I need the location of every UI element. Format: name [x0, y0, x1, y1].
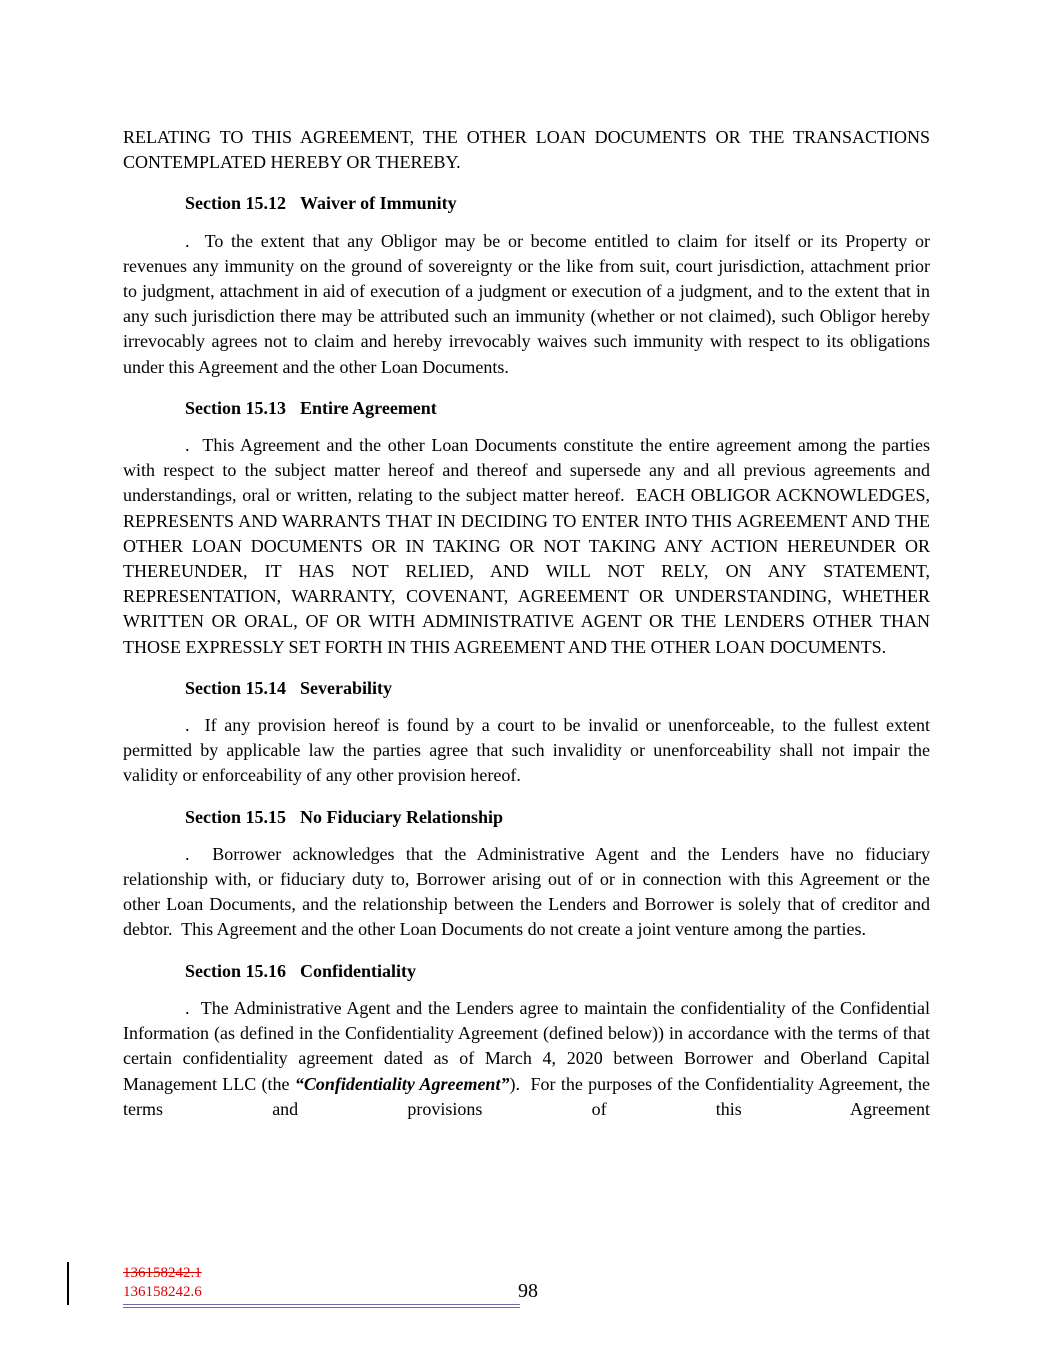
continuation-paragraph: RELATING TO THIS AGREEMENT, THE OTHER LOAN DOCUMENTS OR THE TRANSACTIONS CONTEMPLATED HEREBY OR THEREBY.: [123, 127, 930, 173]
section-body-15-15: . Borrower acknowledges that the Administrative Agent and the Lenders have no fiduciary relationship with, or fiduciary duty to, Borrower arising out of or in connection with this Agreement or the other Loan Documents, and the relationship between the Lenders and Borrower is solely that of creditor and debtor. This Agreement and the other Loan Documents do not create a joint venture among the parties.: [123, 843, 930, 940]
section-title: Confidentiality: [300, 960, 417, 981]
section-title: No Fiduciary Relationship: [300, 806, 504, 827]
deleted-document-id: 136158242.1: [123, 1265, 202, 1281]
section-body-15-12: . To the extent that any Obligor may be or become entitled to claim for itself or its Property or revenues any immunity on the ground of sovereignty or the like from suit, court jurisdiction, attachment prior to judgment, attachment in aid of execution of a judgment or execution of a judgment, and to the extent that in any such jurisdiction there may be attributed such an immunity (whether or not claimed), such Obligor hereby irrevocably agrees not to claim and hereby irrevocably waives such immunity with respect to its obligations under this Agreement and the other Loan Documents.: [123, 230, 930, 377]
section-heading-15-16: [123, 959, 930, 984]
document-body: [123, 125, 930, 1134]
section-body-15-14: . If any provision hereof is found by a court to be invalid or unenforceable, to the fullest extent permitted by applicable law the parties agree that such invalidity or unenforceability shall not impair the validity or enforceability of any other provision hereof.: [123, 715, 930, 786]
page-number: 98: [518, 1280, 538, 1302]
section-title: Waiver of Immunity: [300, 193, 457, 214]
section-number: Section 15.16: [185, 960, 286, 981]
revision-change-bar: [67, 1262, 69, 1305]
section-number: Section 15.12: [185, 193, 286, 214]
section-heading-15-14: [123, 676, 930, 701]
section-title: Entire Agreement: [300, 397, 437, 418]
section-heading-15-15: [123, 805, 930, 830]
section-body-15-16: [123, 996, 930, 1122]
body-text-after: ). For the purposes of the Confidentiality Agreement, the terms and provisions of this Agreement: [123, 1073, 930, 1119]
inserted-document-id-row: [123, 1283, 520, 1308]
section-heading-15-12: [123, 191, 930, 216]
section-number: Section 15.13: [185, 397, 286, 418]
section-body-15-13: . This Agreement and the other Loan Documents constitute the entire agreement among the parties with respect to the subject matter hereof and thereof and supersede any and all previous agreements and understandings, oral or written, relating to the subject matter hereof. EACH OBLIGOR ACKNOWLEDGES, REPRESENTS AND WARRANTS THAT IN DECIDING TO ENTER INTO THIS AGREEMENT AND THE OTHER LOAN DOCUMENTS OR IN TAKING OR NOT TAKING ANY ACTION HEREUNDER OR THEREUNDER, IT HAS NOT RELIED, AND WILL NOT RELY, ON ANY STATEMENT, REPRESENTATION, WARRANTY, COVENANT, AGREEMENT OR UNDERSTANDING, WHETHER WRITTEN OR ORAL, OF OR WITH ADMINISTRATIVE AGENT OR THE LENDERS OTHER THAN THOSE EXPRESSLY SET FORTH IN THIS AGREEMENT AND THE OTHER LOAN DOCUMENTS.: [123, 435, 930, 657]
section-number: Section 15.14: [185, 677, 286, 698]
inserted-document-id: 136158242.6: [123, 1284, 202, 1300]
section-number: Section 15.15: [185, 806, 286, 827]
defined-term-confidentiality-agreement: “Confidentiality Agreement”: [294, 1073, 510, 1094]
body-text-before: . The Administrative Agent and the Lenders agree to maintain the confidentiality of the Confidential Information (as defined in the Confidentiality Agreement (defined below)) in accordance with the terms of that certain confidentiality agreement dated as of March 4, 2020 between Borrower and Oberland Capital Management LLC (the: [123, 997, 930, 1094]
section-title: Severability: [300, 677, 392, 698]
section-heading-15-13: [123, 396, 930, 421]
